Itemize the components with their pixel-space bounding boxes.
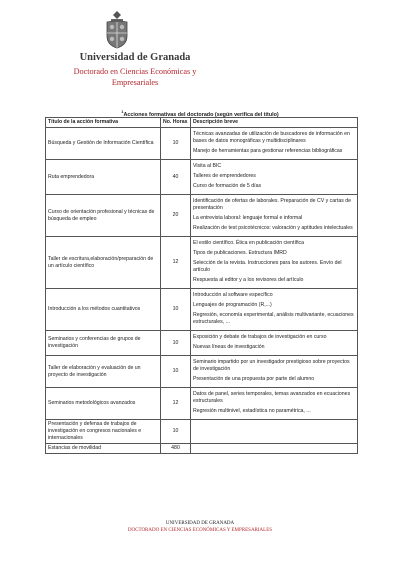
action-description (191, 128, 358, 160)
description-item: Curso de formación de 5 días (193, 183, 262, 189)
action-description (191, 444, 358, 454)
description-item: Presentación de una propuesta por parte del alumno (193, 376, 315, 382)
page-footer (0, 520, 400, 534)
action-title: Curso de orientación profesional y técnicas de búsqueda de empleo (46, 195, 161, 237)
description-item: Realización de test psicotécnicos: valoración y aptitudes intelectuales (193, 225, 353, 231)
description-item: Nuevas líneas de investigación (193, 344, 265, 350)
university-name: Universidad de Granada (79, 52, 191, 63)
description-item: Regresión multinivel, estadística no paramétrica, ... (193, 408, 311, 414)
header-hours: No. Horas (161, 118, 191, 128)
action-hours: 10 (161, 289, 191, 331)
footnote-mark: 1 (121, 109, 124, 114)
description-item: Exposición y debate de trabajos de investigación en curso (193, 334, 327, 340)
program-line-1: Doctorado en Ciencias Económicas y (73, 67, 197, 76)
table-row (46, 128, 358, 160)
table-row (46, 420, 358, 444)
university-crest-icon (102, 10, 132, 50)
table-header-row (46, 118, 358, 128)
caption-text: Acciones formativas del doctorado (según verifica del título) (123, 111, 279, 118)
table-body (46, 128, 358, 454)
table-row (46, 289, 358, 331)
action-hours: 10 (161, 128, 191, 160)
description-item: Identificación de ofertas de laborales. Preparación de CV y cartas de presentación (193, 198, 352, 211)
action-hours: 10 (161, 356, 191, 388)
header-description: Descripción breve (191, 118, 358, 128)
action-title: Estancias de movilidad (46, 444, 161, 454)
table-row (46, 444, 358, 454)
action-description (191, 237, 358, 289)
action-title: Presentación y defensa de trabajos de investigación en congresos nacionales e internacionales (46, 420, 161, 444)
description-item: La entrevista laboral: lenguaje formal e informal (193, 215, 303, 221)
action-hours: 480 (161, 444, 191, 454)
action-title: Introducción a los métodos cuantitativos (46, 289, 161, 331)
action-hours: 12 (161, 237, 191, 289)
footer-program: DOCTORADO EN CIENCIAS ECONÓMICAS Y EMPRESARIALES (127, 528, 273, 533)
action-hours: 40 (161, 160, 191, 195)
action-description (191, 160, 358, 195)
action-description (191, 356, 358, 388)
action-hours: 20 (161, 195, 191, 237)
action-title: Búsqueda y Gestión de Información Científica (46, 128, 161, 160)
action-title: Seminarios y conferencias de grupos de investigación (46, 331, 161, 356)
action-hours: 10 (161, 420, 191, 444)
description-item: Seminario impartido por un investigador prestigioso sobre proyectos de investigación (193, 359, 350, 372)
description-item: Introducción al software específico (193, 292, 273, 298)
description-item: Lenguajes de programación (R,...) (193, 302, 272, 308)
action-description (191, 420, 358, 444)
table-row (46, 195, 358, 237)
header-title: Título de la acción formativa (46, 118, 161, 128)
action-description (191, 289, 358, 331)
program-name (56, 66, 214, 88)
action-hours: 12 (161, 388, 191, 420)
description-item: Regresión, economía experimental, análisis multivariante, ecuaciones estructurales, ... (193, 312, 354, 325)
description-item: El estilo científico. Ética en publicación científica (193, 240, 305, 246)
action-description (191, 195, 358, 237)
action-title: Seminarios metodológicos avanzados (46, 388, 161, 420)
action-title: Taller de elaboración y evaluación de un proyecto de investigación (46, 356, 161, 388)
description-item: Datos de panel, series temporales, temas avanzados en ecuaciones estructurales (193, 391, 351, 404)
action-description (191, 331, 358, 356)
description-item: Respuesta al editor y a los revisores del artículo (193, 277, 304, 283)
action-title: Taller de escritura,elaboración/preparación de un artículo científico (46, 237, 161, 289)
description-item: Selección de la revista. Instrucciones para los autores. Envío del artículo (193, 260, 342, 273)
action-description (191, 388, 358, 420)
program-line-2: Empresariales (111, 78, 159, 87)
description-item: Talleres de emprendedores (193, 173, 256, 179)
action-hours: 10 (161, 331, 191, 356)
action-title: Ruta emprendedora (46, 160, 161, 195)
description-item: Visita al BIC (193, 163, 222, 169)
table-row (46, 160, 358, 195)
description-item: Técnicas avanzadas de utilización de buscadores de información en bases de datos monográficas y multidisciplinares (193, 131, 350, 144)
table-row (46, 237, 358, 289)
description-item: Manejo de herramientas para gestionar referencias bibliográficas (193, 148, 343, 154)
table-row (46, 331, 358, 356)
training-actions-table (45, 117, 358, 454)
footer-university: UNIVERSIDAD DE GRANADA (165, 521, 235, 526)
table-row (46, 388, 358, 420)
description-item: Tipos de publicaciones. Estructura IMRD (193, 250, 287, 256)
table-row (46, 356, 358, 388)
